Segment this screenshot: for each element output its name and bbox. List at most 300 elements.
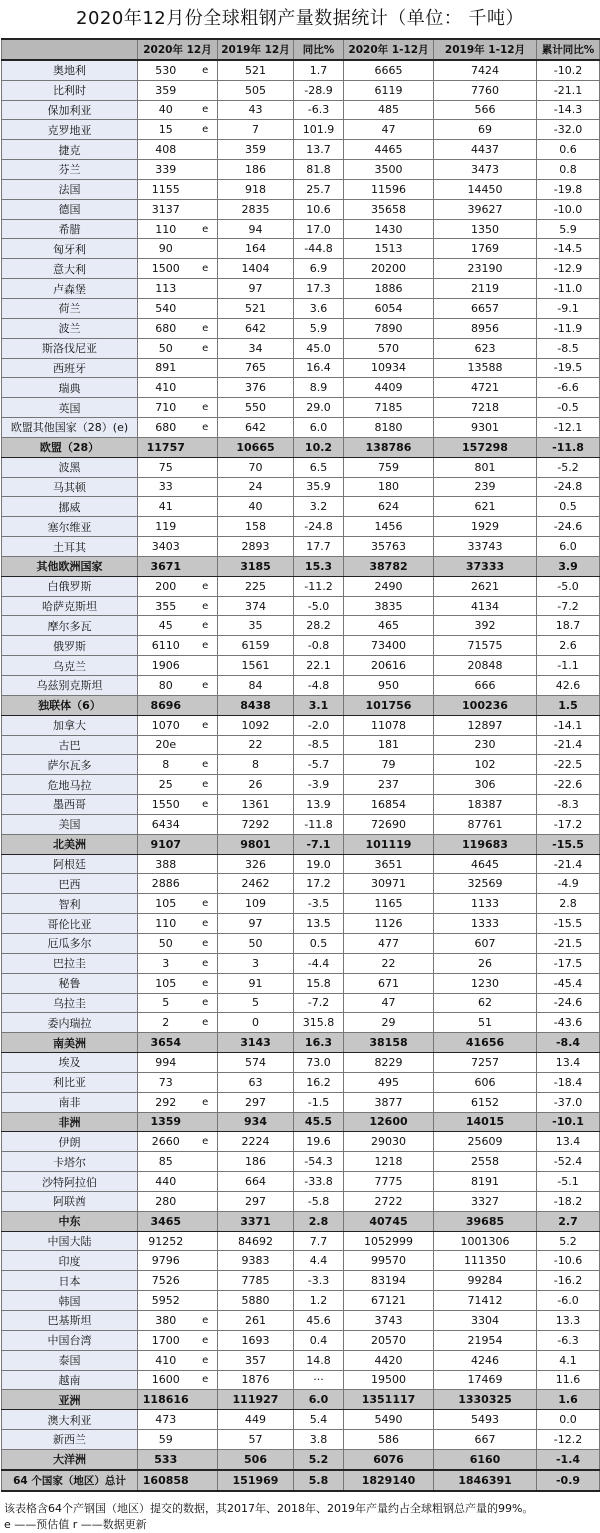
yoy-percent: -11.8: [294, 814, 344, 834]
header-dec-2019: 2019年 12月: [218, 39, 294, 60]
cum-2019-value: 6152: [434, 1092, 537, 1112]
yoy-percent: 14.8: [294, 1350, 344, 1370]
cum-2020-value: 38158: [344, 1033, 434, 1053]
cum-2020-value: 19500: [344, 1370, 434, 1390]
yoy-percent: -3.5: [294, 894, 344, 914]
dec-2020-value: 118616: [138, 1390, 194, 1410]
subtotal-row: [2, 834, 600, 854]
cum-2020-value: 35763: [344, 537, 434, 557]
dec-2020-value: 891: [138, 358, 194, 378]
table-row: [2, 1330, 600, 1350]
cum-2020-value: 180: [344, 477, 434, 497]
cum-2020-value: 1218: [344, 1152, 434, 1172]
cum-2020-value: 8180: [344, 418, 434, 438]
dec-2019-value: 5: [218, 993, 294, 1013]
cum-2019-value: 7257: [434, 1053, 537, 1073]
row-name: 奥地利: [2, 60, 138, 80]
cum-yoy-percent: 2.8: [537, 894, 600, 914]
yoy-percent: 17.0: [294, 219, 344, 239]
row-name: 摩尔多瓦: [2, 616, 138, 636]
yoy-percent: ···: [294, 1370, 344, 1390]
row-name: 卡塔尔: [2, 1152, 138, 1172]
cum-yoy-percent: 0.8: [537, 160, 600, 180]
row-name: 波兰: [2, 318, 138, 338]
estimate-flag: e: [194, 576, 218, 596]
dec-2020-value: 680: [138, 318, 194, 338]
table-row: [2, 1430, 600, 1450]
dec-2019-value: 574: [218, 1053, 294, 1073]
table-row: [2, 775, 600, 795]
yoy-percent: 0.4: [294, 1330, 344, 1350]
cum-yoy-percent: -18.4: [537, 1072, 600, 1092]
yoy-percent: -7.2: [294, 993, 344, 1013]
row-name: 西班牙: [2, 358, 138, 378]
dec-2019-value: 84: [218, 676, 294, 696]
cum-2020-value: 20570: [344, 1330, 434, 1350]
row-name: 其他欧洲国家: [2, 556, 138, 576]
cum-yoy-percent: -5.0: [537, 576, 600, 596]
cum-2019-value: 157298: [434, 437, 537, 457]
cum-yoy-percent: -52.4: [537, 1152, 600, 1172]
estimate-flag: [194, 1172, 218, 1192]
dec-2020-value: 45: [138, 616, 194, 636]
page-title: 2020年12月份全球粗钢产量数据统计（单位： 千吨）: [76, 8, 524, 29]
estimate-flag: [194, 556, 218, 576]
estimate-flag: [194, 80, 218, 100]
cum-yoy-percent: -21.4: [537, 735, 600, 755]
cum-yoy-percent: 18.7: [537, 616, 600, 636]
cum-2020-value: 671: [344, 973, 434, 993]
cum-2019-value: 100236: [434, 695, 537, 715]
cum-yoy-percent: -12.2: [537, 1430, 600, 1450]
dec-2019-value: 40: [218, 497, 294, 517]
row-name: 泰国: [2, 1350, 138, 1370]
estimate-flag: [194, 1053, 218, 1073]
estimate-flag: e: [194, 338, 218, 358]
cum-2019-value: 1350: [434, 219, 537, 239]
cum-2020-value: 7775: [344, 1172, 434, 1192]
cum-2019-value: 20848: [434, 656, 537, 676]
dec-2020-value: 380: [138, 1311, 194, 1331]
cum-yoy-percent: -18.2: [537, 1191, 600, 1211]
dec-2019-value: 158: [218, 517, 294, 537]
cum-2019-value: 392: [434, 616, 537, 636]
yoy-percent: 2.8: [294, 1211, 344, 1231]
cum-yoy-percent: -17.5: [537, 953, 600, 973]
row-name: 克罗地亚: [2, 120, 138, 140]
table-row: [2, 616, 600, 636]
cum-yoy-percent: -14.1: [537, 715, 600, 735]
yoy-percent: 3.6: [294, 298, 344, 318]
cum-yoy-percent: 1.6: [537, 1390, 600, 1410]
dec-2020-value: 5952: [138, 1291, 194, 1311]
dec-2019-value: 374: [218, 596, 294, 616]
dec-2020-value: 3465: [138, 1211, 194, 1231]
estimate-flag: [194, 1033, 218, 1053]
cum-2020-value: 1430: [344, 219, 434, 239]
yoy-percent: 15.8: [294, 973, 344, 993]
cum-yoy-percent: -14.3: [537, 100, 600, 120]
cum-2020-value: 1165: [344, 894, 434, 914]
cum-2019-value: 6160: [434, 1449, 537, 1469]
row-name: 危地马拉: [2, 775, 138, 795]
dec-2020-value: 90: [138, 239, 194, 259]
table-row: [2, 576, 600, 596]
cum-2019-value: 4246: [434, 1350, 537, 1370]
cum-2019-value: 32569: [434, 874, 537, 894]
cum-2019-value: 51: [434, 1013, 537, 1033]
yoy-percent: -1.5: [294, 1092, 344, 1112]
dec-2020-value: 2: [138, 1013, 194, 1033]
cum-2019-value: 8191: [434, 1172, 537, 1192]
table-row: [2, 140, 600, 160]
table-body: [2, 60, 600, 1491]
row-name: 古巴: [2, 735, 138, 755]
dec-2020-value: 50: [138, 338, 194, 358]
dec-2020-value: 160858: [138, 1470, 194, 1491]
table-row: [2, 120, 600, 140]
dec-2020-value: 20e: [138, 735, 194, 755]
cum-yoy-percent: -21.4: [537, 854, 600, 874]
cum-2020-value: 47: [344, 993, 434, 1013]
cum-2019-value: 102: [434, 755, 537, 775]
row-name: 德国: [2, 199, 138, 219]
dec-2020-value: 339: [138, 160, 194, 180]
yoy-percent: -44.8: [294, 239, 344, 259]
row-name: 加拿大: [2, 715, 138, 735]
cum-2020-value: 2490: [344, 576, 434, 596]
row-name: 委内瑞拉: [2, 1013, 138, 1033]
estimate-flag: [194, 1271, 218, 1291]
dec-2020-value: 7526: [138, 1271, 194, 1291]
table-row: [2, 636, 600, 656]
cum-yoy-percent: -24.6: [537, 517, 600, 537]
dec-2019-value: 521: [218, 60, 294, 80]
dec-2019-value: 297: [218, 1191, 294, 1211]
dec-2020-value: 2886: [138, 874, 194, 894]
cum-2020-value: 83194: [344, 1271, 434, 1291]
row-name: 捷克: [2, 140, 138, 160]
estimate-flag: [194, 854, 218, 874]
row-name: 厄瓜多尔: [2, 933, 138, 953]
yoy-percent: -4.4: [294, 953, 344, 973]
cum-2019-value: 69: [434, 120, 537, 140]
yoy-percent: 5.9: [294, 318, 344, 338]
cum-2020-value: 759: [344, 457, 434, 477]
table-row: [2, 517, 600, 537]
dec-2020-value: 33: [138, 477, 194, 497]
dec-2019-value: 94: [218, 219, 294, 239]
yoy-percent: 13.5: [294, 914, 344, 934]
yoy-percent: 28.2: [294, 616, 344, 636]
estimate-flag: [194, 179, 218, 199]
dec-2020-value: 8696: [138, 695, 194, 715]
dec-2020-value: 530: [138, 60, 194, 80]
row-name: 巴拉圭: [2, 953, 138, 973]
dec-2019-value: 642: [218, 418, 294, 438]
dec-2020-value: 1550: [138, 795, 194, 815]
estimate-flag: [194, 378, 218, 398]
cum-2020-value: 3877: [344, 1092, 434, 1112]
estimate-flag: e: [194, 100, 218, 120]
subtotal-row: [2, 1211, 600, 1231]
yoy-percent: -28.9: [294, 80, 344, 100]
estimate-flag: e: [194, 1132, 218, 1152]
estimate-flag: e: [194, 953, 218, 973]
cum-2020-value: 40745: [344, 1211, 434, 1231]
dec-2019-value: 1561: [218, 656, 294, 676]
table-row: [2, 814, 600, 834]
cum-yoy-percent: 42.6: [537, 676, 600, 696]
cum-yoy-percent: -22.5: [537, 755, 600, 775]
dec-2019-value: 918: [218, 179, 294, 199]
dec-2019-value: 3371: [218, 1211, 294, 1231]
yoy-percent: 6.5: [294, 457, 344, 477]
cum-yoy-percent: -32.0: [537, 120, 600, 140]
dec-2019-value: 2462: [218, 874, 294, 894]
dec-2019-value: 521: [218, 298, 294, 318]
cum-yoy-percent: -0.9: [537, 1470, 600, 1491]
row-name: 澳大利亚: [2, 1410, 138, 1430]
cum-2020-value: 3743: [344, 1311, 434, 1331]
table-row: [2, 1251, 600, 1271]
cum-2019-value: 2119: [434, 279, 537, 299]
cum-2020-value: 1126: [344, 914, 434, 934]
cum-2020-value: 485: [344, 100, 434, 120]
estimate-flag: [194, 517, 218, 537]
estimate-flag: [194, 695, 218, 715]
cum-2020-value: 101119: [344, 834, 434, 854]
cum-yoy-percent: -7.2: [537, 596, 600, 616]
table-row: [2, 973, 600, 993]
row-name: 哥伦比亚: [2, 914, 138, 934]
cum-yoy-percent: 0.5: [537, 497, 600, 517]
cum-2019-value: 37333: [434, 556, 537, 576]
cum-2020-value: 5490: [344, 1410, 434, 1430]
dec-2020-value: 1070: [138, 715, 194, 735]
row-name: 阿根廷: [2, 854, 138, 874]
table-row: [2, 239, 600, 259]
cum-2019-value: 14015: [434, 1112, 537, 1132]
dec-2019-value: 3185: [218, 556, 294, 576]
cum-2019-value: 623: [434, 338, 537, 358]
cum-yoy-percent: -24.8: [537, 477, 600, 497]
estimate-flag: e: [194, 1092, 218, 1112]
cum-2020-value: 465: [344, 616, 434, 636]
estimate-flag: [194, 1231, 218, 1251]
cum-2020-value: 181: [344, 735, 434, 755]
yoy-percent: 3.1: [294, 695, 344, 715]
estimate-flag: [194, 1410, 218, 1430]
dec-2020-value: 59: [138, 1430, 194, 1450]
cum-yoy-percent: 5.2: [537, 1231, 600, 1251]
estimate-flag: [194, 1470, 218, 1491]
cum-2020-value: 10934: [344, 358, 434, 378]
table-row: [2, 318, 600, 338]
table-row: [2, 715, 600, 735]
cum-yoy-percent: -24.6: [537, 993, 600, 1013]
estimate-flag: [194, 834, 218, 854]
dec-2019-value: 376: [218, 378, 294, 398]
estimate-flag: e: [194, 1350, 218, 1370]
yoy-percent: -33.8: [294, 1172, 344, 1192]
header-cum-2020: 2020年 1-12月: [344, 39, 434, 60]
cum-2019-value: 5493: [434, 1410, 537, 1430]
cum-2019-value: 39627: [434, 199, 537, 219]
cum-yoy-percent: -12.1: [537, 418, 600, 438]
cum-yoy-percent: -15.5: [537, 834, 600, 854]
yoy-percent: -7.1: [294, 834, 344, 854]
dec-2020-value: 1500: [138, 259, 194, 279]
row-name: 大洋洲: [2, 1449, 138, 1469]
dec-2020-value: 680: [138, 418, 194, 438]
cum-2020-value: 4409: [344, 378, 434, 398]
cum-2019-value: 23190: [434, 259, 537, 279]
row-name: 塞尔维亚: [2, 517, 138, 537]
cum-2019-value: 9301: [434, 418, 537, 438]
subtotal-row: [2, 556, 600, 576]
cum-2020-value: 2722: [344, 1191, 434, 1211]
table-row: [2, 1410, 600, 1430]
yoy-percent: 16.2: [294, 1072, 344, 1092]
table-row: [2, 755, 600, 775]
yoy-percent: 10.6: [294, 199, 344, 219]
dec-2020-value: 2660: [138, 1132, 194, 1152]
dec-2019-value: 97: [218, 279, 294, 299]
yoy-percent: -54.3: [294, 1152, 344, 1172]
cum-2019-value: 119683: [434, 834, 537, 854]
cum-yoy-percent: -37.0: [537, 1092, 600, 1112]
row-name: 非洲: [2, 1112, 138, 1132]
yoy-percent: 17.3: [294, 279, 344, 299]
subtotal-row: [2, 1112, 600, 1132]
row-name: 独联体（6）: [2, 695, 138, 715]
dec-2020-value: 3: [138, 953, 194, 973]
row-name: 北美洲: [2, 834, 138, 854]
cum-2019-value: 99284: [434, 1271, 537, 1291]
dec-2019-value: 1361: [218, 795, 294, 815]
table-row: [2, 298, 600, 318]
cum-yoy-percent: -1.1: [537, 656, 600, 676]
row-name: 美国: [2, 814, 138, 834]
cum-2020-value: 79: [344, 755, 434, 775]
cum-yoy-percent: 2.7: [537, 1211, 600, 1231]
yoy-percent: -5.7: [294, 755, 344, 775]
cum-yoy-percent: -8.3: [537, 795, 600, 815]
cum-yoy-percent: 6.0: [537, 537, 600, 557]
dec-2019-value: 91: [218, 973, 294, 993]
yoy-percent: 45.5: [294, 1112, 344, 1132]
yoy-percent: 101.9: [294, 120, 344, 140]
row-name: 利比亚: [2, 1072, 138, 1092]
cum-2019-value: 18387: [434, 795, 537, 815]
estimate-flag: e: [194, 775, 218, 795]
dec-2020-value: 41: [138, 497, 194, 517]
dec-2020-value: 410: [138, 378, 194, 398]
estimate-flag: [194, 497, 218, 517]
cum-yoy-percent: 2.6: [537, 636, 600, 656]
cum-2019-value: 801: [434, 457, 537, 477]
row-name: 新西兰: [2, 1430, 138, 1450]
cum-yoy-percent: -11.0: [537, 279, 600, 299]
estimate-flag: e: [194, 596, 218, 616]
cum-2019-value: 666: [434, 676, 537, 696]
dec-2019-value: 186: [218, 1152, 294, 1172]
row-name: 哈萨克斯坦: [2, 596, 138, 616]
cum-yoy-percent: -19.8: [537, 179, 600, 199]
dec-2020-value: 280: [138, 1191, 194, 1211]
cum-2020-value: 12600: [344, 1112, 434, 1132]
row-name: 乌拉圭: [2, 993, 138, 1013]
table-row: [2, 1370, 600, 1390]
dec-2020-value: 710: [138, 398, 194, 418]
dec-2019-value: 8438: [218, 695, 294, 715]
subtotal-row: [2, 1390, 600, 1410]
dec-2020-value: 15: [138, 120, 194, 140]
table-row: [2, 80, 600, 100]
dec-2020-value: 105: [138, 894, 194, 914]
row-name: 挪威: [2, 497, 138, 517]
cum-2020-value: 99570: [344, 1251, 434, 1271]
cum-2019-value: 1330325: [434, 1390, 537, 1410]
row-name: 印度: [2, 1251, 138, 1271]
yoy-percent: -11.2: [294, 576, 344, 596]
estimate-flag: e: [194, 993, 218, 1013]
steel-production-table: [1, 38, 600, 1492]
cum-2019-value: 33743: [434, 537, 537, 557]
yoy-percent: 17.2: [294, 874, 344, 894]
cum-2019-value: 12897: [434, 715, 537, 735]
dec-2019-value: 10665: [218, 437, 294, 457]
row-name: 越南: [2, 1370, 138, 1390]
dec-2020-value: 533: [138, 1449, 194, 1469]
header-name: [2, 39, 138, 60]
cum-2019-value: 1001306: [434, 1231, 537, 1251]
yoy-percent: 16.3: [294, 1033, 344, 1053]
cum-2019-value: 7760: [434, 80, 537, 100]
cum-2019-value: 1333: [434, 914, 537, 934]
row-name: 斯洛伐尼亚: [2, 338, 138, 358]
table-row: [2, 279, 600, 299]
cum-2019-value: 1133: [434, 894, 537, 914]
cum-yoy-percent: -45.4: [537, 973, 600, 993]
dec-2019-value: 22: [218, 735, 294, 755]
cum-yoy-percent: -9.1: [537, 298, 600, 318]
dec-2020-value: 410: [138, 1350, 194, 1370]
yoy-percent: -3.3: [294, 1271, 344, 1291]
cum-2019-value: 7424: [434, 60, 537, 80]
dec-2019-value: 2224: [218, 1132, 294, 1152]
table-row: [2, 1191, 600, 1211]
table-row: [2, 338, 600, 358]
dec-2019-value: 6159: [218, 636, 294, 656]
header-yoy: 同比%: [294, 39, 344, 60]
dec-2019-value: 2893: [218, 537, 294, 557]
dec-2020-value: 73: [138, 1072, 194, 1092]
dec-2020-value: 80: [138, 676, 194, 696]
table-row: [2, 160, 600, 180]
cum-yoy-percent: 0.0: [537, 1410, 600, 1430]
cum-yoy-percent: -11.8: [537, 437, 600, 457]
estimate-flag: e: [194, 795, 218, 815]
cum-2020-value: 495: [344, 1072, 434, 1092]
cum-2020-value: 3835: [344, 596, 434, 616]
cum-2020-value: 1513: [344, 239, 434, 259]
dec-2020-value: 1600: [138, 1370, 194, 1390]
cum-2019-value: 41656: [434, 1033, 537, 1053]
dec-2019-value: 8: [218, 755, 294, 775]
row-name: 沙特阿拉伯: [2, 1172, 138, 1192]
